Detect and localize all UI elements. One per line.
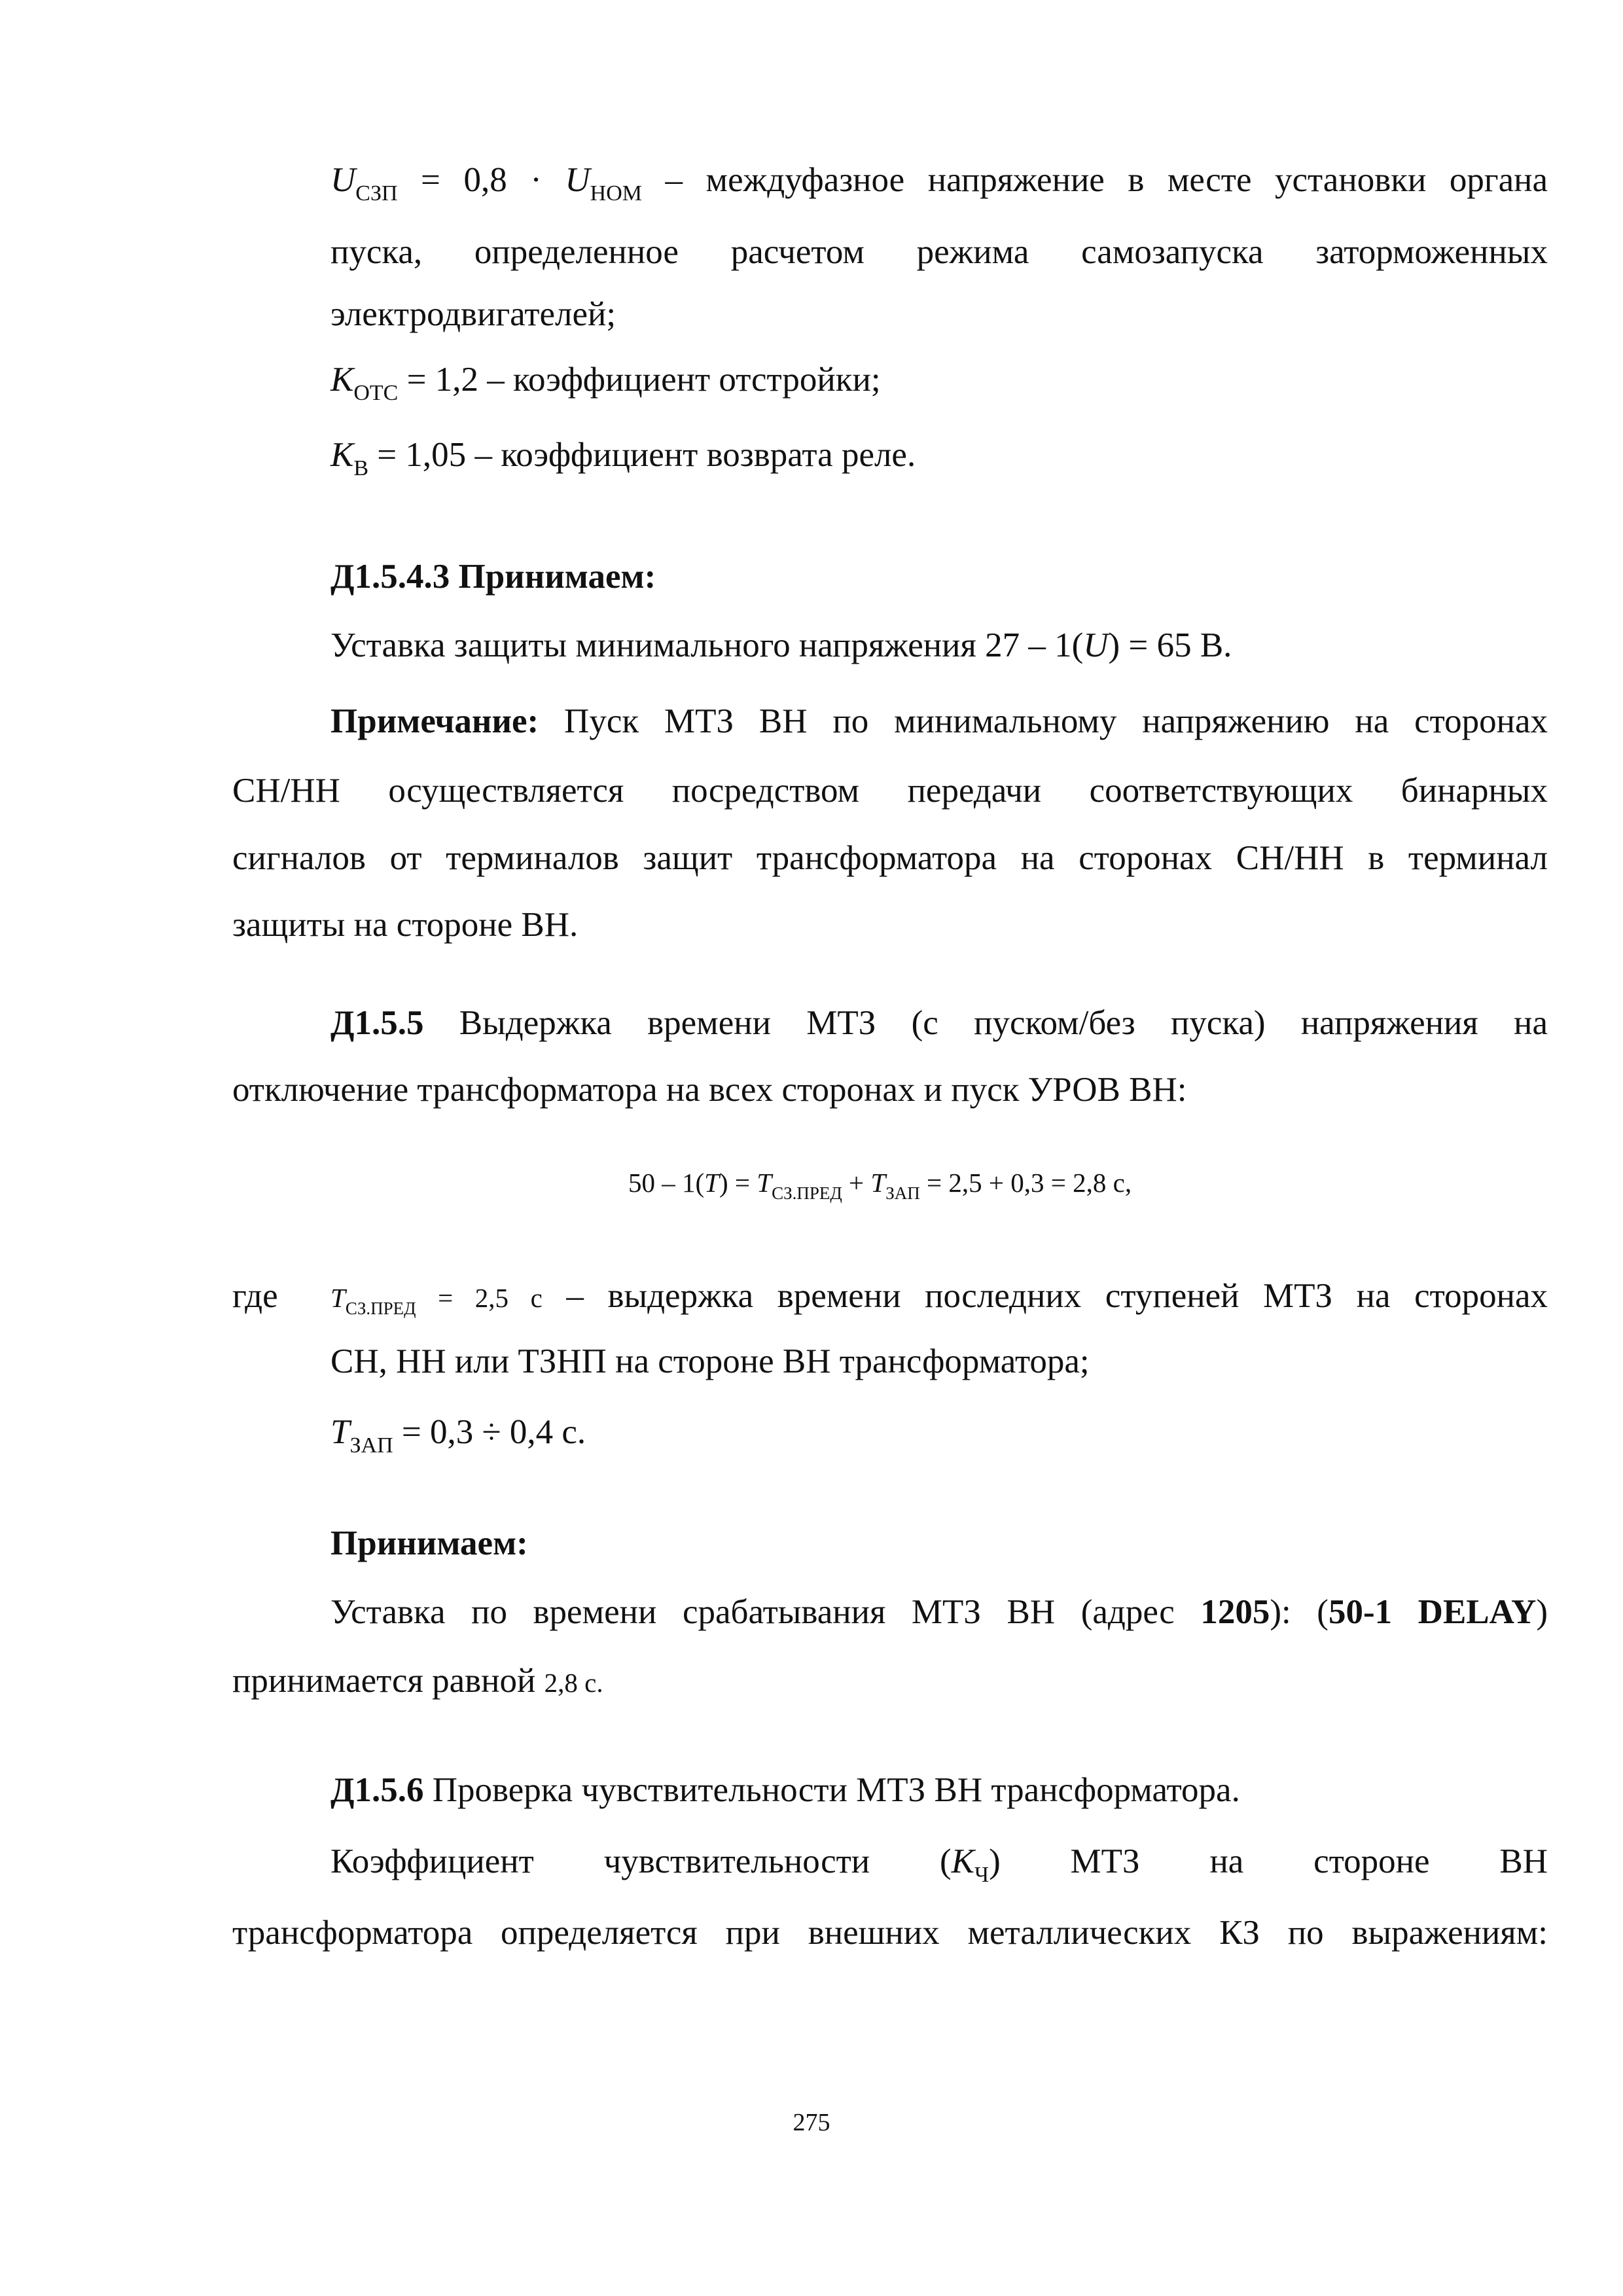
text-line: трансформатора определяется при внешних металлических КЗ по выражениям:: [232, 1914, 1548, 1952]
var-k: K: [330, 361, 354, 399]
sub-zap: ЗАП: [349, 1433, 393, 1458]
accept-text: принимается равной: [232, 1662, 544, 1700]
text-line: СН, НН или ТЗНП на стороне ВН трансформатора;: [330, 1342, 1090, 1380]
accept-text: ): (: [1270, 1593, 1329, 1631]
section-number: Д1.5.6: [330, 1771, 424, 1809]
eq-value: = 0,3 ÷ 0,4 с.: [393, 1413, 586, 1451]
formula-part: ) =: [719, 1168, 757, 1198]
sub-sz-pred: СЗ.ПРЕД: [345, 1299, 416, 1318]
accept-text: Уставка по времени срабатывания МТЗ ВН (адрес: [330, 1593, 1201, 1631]
u-szp-desc: – междуфазное напряжение в месте установки органа: [642, 161, 1548, 199]
sub-nom: НОМ: [590, 181, 643, 206]
formula-part: 27 – 1(: [985, 626, 1084, 664]
var-u: U: [1083, 626, 1109, 664]
sec-5-5-line: [330, 1000, 1548, 1046]
var-t: T: [870, 1168, 886, 1198]
text-line: электродвигателей;: [330, 295, 616, 333]
page-number: 275: [793, 2109, 830, 2136]
text-line: пуска, определенное расчетом режима самозапуска заторможенных: [330, 233, 1548, 271]
eq-value: = 2,5 с: [416, 1283, 543, 1313]
setting-line: [330, 622, 1232, 668]
text-line: отключение трансформатора на всех сторонах и пуск УРОВ ВН:: [232, 1071, 1187, 1109]
var-k: K: [951, 1842, 974, 1880]
sec-5-6-line: [330, 1839, 1548, 1887]
sec-5-6-title: [330, 1767, 1240, 1813]
u-szp-definition: [330, 157, 1548, 206]
eq-value: = 1,05: [368, 436, 467, 474]
note-text: Пуск МТЗ ВН по минимальному напряжению на сторонах: [539, 702, 1548, 740]
formula-part: 50 – 1(: [628, 1168, 705, 1198]
param-name: 50-1 DELAY: [1328, 1593, 1537, 1631]
sub-v: В: [353, 456, 369, 480]
var-t: T: [330, 1283, 346, 1313]
var-t: T: [330, 1413, 350, 1451]
k-ots-desc: – коэффициент отстройки;: [478, 361, 881, 399]
sub-szp: СЗП: [355, 181, 398, 206]
sub-ots: ОТС: [353, 381, 399, 405]
sec-5-6-text: Проверка чувствительности МТЗ ВН трансформатора.: [423, 1771, 1240, 1809]
var-u: U: [330, 161, 356, 199]
formula-part: +: [842, 1168, 871, 1198]
setting-text: Уставка защиты минимального напряжения: [330, 626, 986, 664]
section-heading: Д1.5.4.3 Принимаем:: [330, 558, 656, 596]
note-line: СН/НН осуществляется посредством передачи соответствующих бинарных: [232, 772, 1548, 810]
note-line: сигналов от терминалов защит трансформатора на сторонах СН/НН в терминал: [232, 839, 1548, 877]
formula-part: = 2,5 + 0,3 = 2,8 с,: [919, 1168, 1132, 1198]
note-line: защиты на стороне ВН.: [232, 906, 579, 944]
where-desc: – выдержка времени последних ступеней МТЗ на сторонах: [542, 1277, 1548, 1315]
var-k: K: [330, 436, 354, 474]
sec-5-5-text: Выдержка времени МТЗ (с пуском/без пуска) напряжения на: [423, 1004, 1548, 1042]
address-value: 1205: [1200, 1593, 1270, 1631]
section-number: Д1.5.5: [330, 1004, 424, 1042]
var-u-nom: U: [565, 161, 590, 199]
formula-part: ) = 65: [1108, 626, 1200, 664]
sub-sz-pred: СЗ.ПРЕД: [772, 1183, 842, 1203]
unit: В.: [1200, 626, 1232, 664]
sec-5-6-text: ) МТЗ на стороне ВН: [989, 1842, 1548, 1880]
note-line: [330, 698, 1548, 744]
accept-line: [232, 1658, 603, 1706]
k-v-definition: [330, 432, 916, 478]
accept-text: ): [1536, 1593, 1548, 1631]
section-heading: Принимаем:: [330, 1524, 528, 1562]
where-line: [330, 1273, 1548, 1321]
delay-formula: [628, 1160, 1132, 1206]
t-zap-line: [330, 1409, 586, 1458]
var-t: T: [757, 1168, 772, 1198]
sec-5-6-text: Коэффициент чувствительности (: [330, 1842, 952, 1880]
note-label: Примечание:: [330, 702, 539, 740]
sub-ch: Ч: [974, 1863, 990, 1887]
where-label: где: [232, 1277, 278, 1315]
sub-zap: ЗАП: [885, 1183, 920, 1203]
accept-value: 2,8 с.: [544, 1668, 603, 1698]
k-v-desc: – коэффициент возврата реле.: [466, 436, 916, 474]
eq-value: = 0,8 ·: [397, 161, 565, 199]
var-t: T: [704, 1168, 719, 1198]
accept-line: [330, 1589, 1548, 1635]
k-ots-definition: [330, 357, 881, 403]
eq-value: = 1,2: [398, 361, 478, 399]
